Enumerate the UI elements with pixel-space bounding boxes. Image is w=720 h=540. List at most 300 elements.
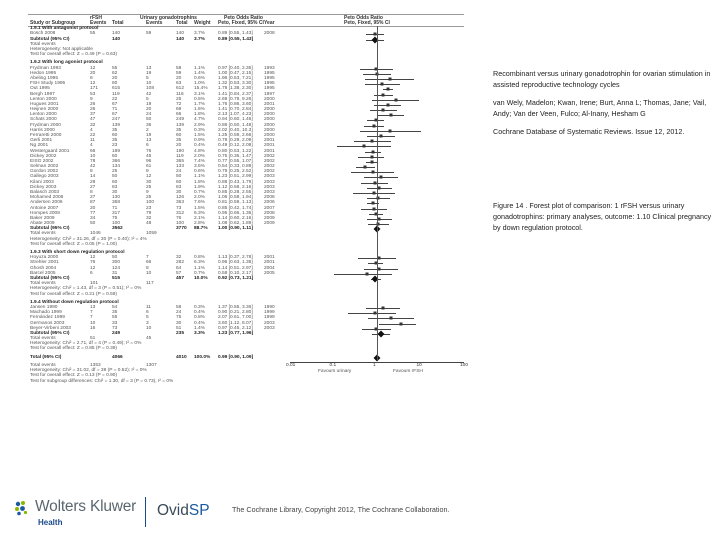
study-estimate-square bbox=[381, 83, 384, 86]
study-odds-ratio: 1.08 [0.62, 1.89] bbox=[218, 221, 253, 227]
study-odds-ratio: 0.78 [0.29, 2.09] bbox=[218, 138, 253, 144]
total-urinary: 249 bbox=[176, 117, 185, 123]
study-weight: 6.3% bbox=[194, 260, 205, 266]
study-odds-ratio: 0.85 [0.42, 1.74] bbox=[218, 205, 253, 211]
study-estimate-square bbox=[372, 202, 375, 205]
study-estimate-square bbox=[381, 306, 384, 309]
study-odds-ratio: 0.86 [0.50, 1.48] bbox=[218, 122, 253, 128]
subgroup-title: 1.9.4 Without down regulation protocol bbox=[30, 299, 119, 305]
study-year: 1993 bbox=[264, 65, 275, 71]
footer-separator bbox=[145, 497, 146, 527]
study-odds-ratio: 2.13 [1.07, 4.23] bbox=[218, 112, 253, 118]
events-rfsh: 13 bbox=[90, 304, 96, 310]
total-rfsh: 247 bbox=[112, 117, 121, 123]
study-estimate-square bbox=[388, 78, 391, 81]
x-axis bbox=[290, 362, 464, 363]
total-rfsh: 60 bbox=[112, 153, 118, 159]
study-odds-ratio: 1.23 [0.51, 2.99] bbox=[218, 174, 253, 180]
events-rfsh: 26 bbox=[90, 101, 96, 107]
study-name: Abeling 1995 bbox=[30, 76, 59, 82]
study-year: 2000 bbox=[264, 112, 275, 118]
study-estimate-square bbox=[382, 93, 385, 96]
col-header-urinary: Urinary gonadotrophins bbox=[140, 14, 197, 21]
events-urinary: 19 bbox=[146, 133, 152, 138]
col-header-total1: Total bbox=[112, 19, 124, 26]
subtotal-odds-ratio: 0.89 [0.55, 1.43] bbox=[218, 36, 254, 42]
col-header-rfsh: rFSH bbox=[90, 14, 102, 21]
study-name: Hoyuza 2000 bbox=[30, 255, 59, 261]
subtotal-odds-ratio: 0.92 [0.73, 1.21] bbox=[218, 275, 254, 281]
study-odds-ratio: 0.77 [0.55, 1.07] bbox=[218, 158, 253, 164]
total-urinary: 363 bbox=[176, 200, 185, 206]
total-rfsh: 55 bbox=[112, 65, 118, 71]
forest-plot bbox=[28, 14, 469, 484]
citation-title: Recombinant versus urinary gonadotrophin for ovarian stimulation in assisted reproductive technology cycles bbox=[493, 69, 711, 89]
study-year: 1995 bbox=[264, 70, 275, 76]
study-name: Bosch 2008 bbox=[30, 31, 56, 37]
study-weight: 0.8% bbox=[194, 315, 205, 321]
col-header-total2: Total bbox=[176, 19, 188, 26]
events-urinary: 5 bbox=[146, 96, 149, 102]
total-urinary: 139 bbox=[176, 122, 185, 128]
events-urinary: 36 bbox=[146, 122, 152, 128]
study-weight: 2.1% bbox=[194, 215, 205, 221]
total-rfsh: 60 bbox=[112, 133, 118, 138]
total-events-rfsh: 101 bbox=[90, 281, 99, 287]
total-rfsh: 124 bbox=[112, 265, 121, 271]
study-estimate-square bbox=[371, 150, 374, 153]
ci-line bbox=[379, 324, 416, 325]
study-weight: 1.5% bbox=[194, 133, 205, 138]
total-urinary: 30 bbox=[176, 320, 182, 326]
study-odds-ratio: 0.85 [0.28, 2.55] bbox=[218, 189, 253, 195]
total-rfsh: 25 bbox=[112, 169, 118, 175]
total-urinary: 35 bbox=[176, 127, 182, 133]
axis-label-left: Favours urinary bbox=[318, 368, 352, 374]
study-weight: 0.7% bbox=[194, 189, 205, 195]
study-odds-ratio: 1.41 [0.70, 2.84] bbox=[218, 107, 253, 113]
events-rfsh: 12 bbox=[90, 81, 96, 87]
study-year: 2002 bbox=[264, 158, 275, 164]
total-rfsh: 23 bbox=[112, 143, 118, 149]
study-weight: 0.8% bbox=[194, 255, 205, 261]
study-name: Kilani 2003 bbox=[30, 179, 54, 185]
total-rfsh: 31 bbox=[112, 270, 118, 276]
total-events-label: Total events bbox=[30, 281, 56, 287]
col-header-ci-right: Peto, Fixed, 95% CI bbox=[344, 19, 390, 26]
study-name: Lenton 2000 bbox=[30, 112, 57, 118]
ovid-logo-main: Ovid bbox=[157, 502, 189, 519]
events-urinary: 12 bbox=[146, 174, 152, 180]
study-odds-ratio: 1.41 [0.84, 2.37] bbox=[218, 91, 253, 97]
axis-tick-label: 0.1 bbox=[329, 363, 337, 369]
study-estimate-square bbox=[389, 129, 392, 132]
subtotal-rfsh: 515 bbox=[112, 275, 121, 281]
wolters-kluwer-logo-icon bbox=[14, 500, 28, 516]
study-odds-ratio: 0.94 [0.60, 1.46] bbox=[218, 117, 253, 123]
study-year: 1999 bbox=[264, 310, 275, 316]
total-urinary: 60 bbox=[176, 179, 182, 185]
total-events-urinary: 45 bbox=[146, 336, 152, 342]
events-rfsh: 171 bbox=[90, 86, 99, 92]
subgroup-differences-test: Test for subgroup differences: Chi² = 1.30, df = 3 (P = 0.73), I² = 0% bbox=[30, 378, 174, 384]
study-estimate-square bbox=[400, 322, 403, 325]
study-year: 2009 bbox=[264, 221, 275, 227]
total-urinary: 365 bbox=[176, 158, 185, 164]
study-odds-ratio: 1.12 [0.58, 2.16] bbox=[218, 184, 253, 190]
events-urinary: 76 bbox=[146, 148, 152, 154]
study-weight: 4.8% bbox=[194, 148, 205, 154]
study-name: Selman 2002 bbox=[30, 164, 59, 170]
subgroup-title: 1.9.1 With antagonist protocol bbox=[30, 26, 99, 32]
study-name: Westergaard 2001 bbox=[30, 148, 70, 154]
total-rfsh: 140 bbox=[112, 31, 121, 37]
events-rfsh: 7 bbox=[90, 310, 93, 316]
events-rfsh: 47 bbox=[90, 117, 96, 123]
total-rfsh: 130 bbox=[112, 195, 121, 201]
total-weight: 100.0% bbox=[194, 354, 211, 360]
total-rfsh: 60 bbox=[112, 179, 118, 185]
col-header-year: Year bbox=[264, 19, 275, 26]
total-urinary: 59 bbox=[176, 70, 182, 76]
study-estimate-square bbox=[378, 267, 381, 270]
study-year: 2007 bbox=[264, 205, 275, 211]
events-urinary: 66 bbox=[146, 260, 152, 266]
total-odds-ratio: 0.99 [0.90, 1.09] bbox=[218, 354, 254, 360]
study-year: 2006 bbox=[264, 200, 275, 206]
events-rfsh: 20 bbox=[90, 70, 96, 76]
study-year: 1995 bbox=[264, 76, 275, 82]
study-name: Out 1995 bbox=[30, 86, 50, 92]
citation-source: Cochrane Database of Systematic Reviews. Issue 12, 2012. bbox=[493, 127, 685, 136]
events-rfsh: 87 bbox=[90, 200, 96, 206]
study-weight: 1.9% bbox=[194, 184, 205, 190]
study-weight: 0.9% bbox=[194, 138, 205, 144]
study-year: 1995 bbox=[264, 86, 275, 92]
total-rfsh: 189 bbox=[112, 148, 121, 154]
total-rfsh: 60 bbox=[112, 81, 118, 87]
study-year: 2008 bbox=[264, 31, 275, 37]
events-urinary: 11 bbox=[146, 304, 151, 310]
study-name: Harris 2000 bbox=[30, 127, 55, 133]
total-events-label: Total events bbox=[30, 41, 56, 47]
events-urinary: 10 bbox=[146, 325, 152, 331]
study-year: 1997 bbox=[264, 91, 275, 97]
events-rfsh: 42 bbox=[90, 164, 96, 170]
study-estimate-square bbox=[386, 103, 389, 106]
subtotal-rfsh: 140 bbox=[112, 36, 121, 42]
total-rfsh: 83 bbox=[112, 184, 118, 190]
study-name: Gallego 2003 bbox=[30, 174, 59, 180]
events-urinary: 8 bbox=[146, 265, 149, 271]
events-rfsh: 4 bbox=[90, 127, 93, 133]
total-rfsh: 67 bbox=[112, 101, 118, 107]
col-header-ci: Peto, Fixed, 95% CI bbox=[218, 19, 264, 26]
study-name: Fernández 1999 bbox=[30, 315, 65, 321]
events-urinary: 96 bbox=[146, 158, 152, 164]
total-urinary: 73 bbox=[176, 205, 182, 211]
subtotal-rfsh: 249 bbox=[112, 330, 121, 336]
events-rfsh: 7 bbox=[90, 315, 93, 321]
events-urinary: 10 bbox=[146, 270, 152, 276]
study-weight: 0.3% bbox=[194, 127, 205, 133]
study-weight: 1.0% bbox=[194, 81, 205, 87]
study-name: Heijnen 2000 bbox=[30, 107, 59, 113]
study-weight: 2.0% bbox=[194, 195, 205, 201]
total-urinary: 72 bbox=[176, 101, 182, 107]
study-weight: 1.6% bbox=[194, 107, 205, 113]
overall-effect-test: Test for overall effect: Z = 0.21 (P = 0.59) bbox=[30, 291, 118, 297]
study-weight: 7.4% bbox=[194, 158, 205, 164]
total-rfsh: 100 bbox=[112, 221, 121, 227]
study-estimate-square bbox=[390, 114, 393, 117]
total-rfsh: 300 bbox=[112, 260, 121, 266]
study-odds-ratio: 0.90 [0.21, 2.80] bbox=[218, 310, 253, 316]
study-year: 2001 bbox=[264, 260, 275, 266]
subtotal-label: Subtotal (95% CI) bbox=[30, 330, 70, 336]
study-weight: 4.7% bbox=[194, 117, 205, 123]
study-year: 2002 bbox=[264, 164, 275, 170]
study-weight: 1.5% bbox=[194, 205, 205, 211]
axis-label-right: Favours rFSH bbox=[393, 368, 423, 374]
study-odds-ratio: 0.75 [0.36, 1.47] bbox=[218, 153, 253, 159]
events-urinary: 45 bbox=[146, 153, 152, 159]
study-name: Machado 1999 bbox=[30, 310, 62, 316]
study-odds-ratio: 0.49 [0.12, 2.08] bbox=[218, 143, 253, 149]
events-rfsh: 8 bbox=[90, 76, 93, 82]
total-urinary: 126 bbox=[176, 195, 185, 201]
total-urinary: 30 bbox=[176, 189, 182, 195]
study-weight: 1.1% bbox=[194, 265, 205, 271]
subtotal-weight: 88.7% bbox=[194, 226, 208, 232]
study-name: Frydman 2000 bbox=[30, 122, 61, 128]
total-rfsh: 50 bbox=[112, 255, 118, 261]
events-rfsh: 4 bbox=[90, 143, 93, 149]
events-rfsh: 26 bbox=[90, 107, 96, 113]
total-rfsh: 33 bbox=[112, 320, 118, 326]
events-rfsh: 55 bbox=[90, 31, 96, 37]
study-name: Jansen 1990 bbox=[30, 304, 58, 310]
study-estimate-square bbox=[380, 135, 383, 138]
study-name: FSH Study 1995 bbox=[30, 81, 66, 87]
subtotal-odds-ratio: 1.23 [0.77, 1.96] bbox=[218, 330, 254, 336]
col-header-events1: Events bbox=[90, 19, 107, 26]
study-weight: 1.7% bbox=[194, 101, 205, 107]
total-urinary: 24 bbox=[176, 169, 182, 175]
subtotal-weight: 10.0% bbox=[194, 275, 208, 281]
study-year: 2000 bbox=[264, 133, 275, 138]
study-year: 2001 bbox=[264, 148, 275, 154]
events-urinary: 9 bbox=[146, 169, 149, 175]
ci-line bbox=[334, 274, 392, 275]
study-odds-ratio: 0.95 [0.66, 1.36] bbox=[218, 210, 253, 216]
total-events-label: Total events bbox=[30, 336, 56, 342]
events-urinary: 24 bbox=[146, 112, 152, 118]
total-urinary: 50 bbox=[176, 174, 182, 180]
total-rfsh: 139 bbox=[112, 122, 121, 128]
total-effect-test: Test for overall effect: Z = 0.13 (P = 0.90) bbox=[30, 373, 118, 379]
study-year: 2001 bbox=[264, 138, 275, 144]
total-urinary: 57 bbox=[176, 270, 182, 276]
study-estimate-square bbox=[378, 217, 381, 220]
study-estimate-square bbox=[364, 166, 367, 169]
total-rfsh: 35 bbox=[112, 127, 118, 133]
study-name: Bergh 1997 bbox=[30, 91, 55, 97]
events-urinary: 13 bbox=[146, 138, 152, 144]
study-weight: 2.9% bbox=[194, 122, 205, 128]
total-rfsh: 35 bbox=[112, 138, 118, 144]
study-name: Gordon 2002 bbox=[30, 169, 59, 175]
events-rfsh: 11 bbox=[90, 138, 95, 144]
study-name: Abate 2009 bbox=[30, 221, 55, 227]
events-urinary: 48 bbox=[146, 221, 152, 227]
study-name: Mohamed 2006 bbox=[30, 195, 64, 201]
study-weight: 0.4% bbox=[194, 143, 205, 149]
study-name: Balasch 2003 bbox=[30, 189, 60, 195]
study-name: Gerli 2001 bbox=[30, 138, 53, 144]
grand-total-events-urinary: 1307 bbox=[146, 363, 157, 368]
total-urinary: 4010 bbox=[176, 354, 187, 360]
total-label: Total (95% CI) bbox=[30, 354, 62, 360]
total-events-urinary: 1059 bbox=[146, 231, 157, 237]
total-heterogeneity: Heterogeneity: Chi² = 31.02, df = 38 (P = 0.52); I² = 0% bbox=[30, 368, 147, 374]
total-urinary: 190 bbox=[176, 148, 185, 154]
study-weight: 3.1% bbox=[194, 91, 205, 97]
study-year: 2000 bbox=[264, 96, 275, 102]
total-urinary: 20 bbox=[176, 76, 182, 82]
study-name: Baker 2009 bbox=[30, 215, 55, 221]
total-rfsh: 54 bbox=[112, 304, 118, 310]
study-name: Hugues 2001 bbox=[30, 101, 59, 107]
events-rfsh: 14 bbox=[90, 174, 96, 180]
study-weight: 1.4% bbox=[194, 325, 205, 331]
study-name: Ferraretti 2000 bbox=[30, 133, 62, 138]
study-estimate-square bbox=[372, 191, 375, 194]
study-odds-ratio: 1.06 [0.58, 1.94] bbox=[218, 195, 253, 201]
total-urinary: 83 bbox=[176, 184, 182, 190]
events-rfsh: 27 bbox=[90, 184, 96, 190]
study-year: 2008 bbox=[264, 210, 275, 216]
events-urinary: 6 bbox=[146, 310, 149, 316]
total-urinary: 119 bbox=[176, 153, 184, 159]
subtotal-urinary: 140 bbox=[176, 36, 185, 42]
total-events-rfsh: 1046 bbox=[90, 231, 101, 237]
total-rfsh: 119 bbox=[112, 91, 120, 97]
total-rfsh: 317 bbox=[112, 210, 121, 216]
study-estimate-square bbox=[373, 124, 376, 127]
subtotal-urinary: 3770 bbox=[176, 226, 187, 232]
heterogeneity: Heterogeneity: Chi² = 31.26, df = 30 (P = 0.40); I² = 4% bbox=[30, 236, 147, 242]
study-odds-ratio: 1.13 [0.37, 2.78] bbox=[218, 255, 253, 261]
events-urinary: 79 bbox=[146, 210, 152, 216]
study-weight: 3.5% bbox=[194, 164, 205, 170]
study-name: Strehler 2001 bbox=[30, 260, 59, 266]
total-rfsh: 50 bbox=[112, 174, 118, 180]
total-urinary: 51 bbox=[176, 325, 182, 331]
study-year: 2000 bbox=[264, 122, 275, 128]
events-urinary: 13 bbox=[146, 65, 152, 71]
total-urinary: 64 bbox=[176, 265, 182, 271]
events-rfsh: 76 bbox=[90, 260, 96, 266]
subgroup-title: 1.9.2 With long agonist protocol bbox=[30, 60, 103, 66]
total-urinary: 612 bbox=[176, 86, 185, 92]
total-urinary: 25 bbox=[176, 96, 182, 102]
total-rfsh: 67 bbox=[112, 112, 118, 118]
events-rfsh: 50 bbox=[90, 221, 96, 227]
total-events-label: Total events bbox=[30, 231, 56, 237]
study-estimate-square bbox=[379, 176, 382, 179]
study-year: 1990 bbox=[264, 304, 275, 310]
total-rfsh: 75 bbox=[112, 215, 118, 221]
study-weight: 1.1% bbox=[194, 174, 205, 180]
events-urinary: 7 bbox=[146, 255, 149, 261]
events-urinary: 100 bbox=[146, 200, 155, 206]
total-urinary: 76 bbox=[176, 215, 182, 221]
total-urinary: 32 bbox=[176, 255, 182, 261]
study-weight: 0.7% bbox=[194, 270, 205, 276]
study-weight: 1.4% bbox=[194, 70, 205, 76]
study-year: 2003 bbox=[264, 325, 275, 331]
study-weight: 2.0% bbox=[194, 153, 205, 159]
heterogeneity: Heterogeneity: Not applicable bbox=[30, 47, 93, 53]
ovid-sp-logo bbox=[157, 502, 210, 520]
study-estimate-square bbox=[370, 155, 373, 158]
events-urinary: 23 bbox=[146, 205, 152, 211]
total-urinary: 140 bbox=[176, 31, 185, 37]
figure-caption: Figure 14 . Forest plot of comparison: 1 rFSH versus urinary gonadotrophins: primary analyses, outcome: 1.10 Clinical pregnancy by down regulation protocol. bbox=[493, 201, 712, 232]
total-urinary: 69 bbox=[176, 107, 182, 113]
study-odds-ratio: 1.25 [0.59, 2.66] bbox=[218, 133, 253, 138]
total-rfsh: 366 bbox=[112, 158, 121, 164]
study-estimate-square bbox=[386, 88, 389, 91]
col-header-weight: Weight bbox=[194, 19, 211, 26]
heterogeneity: Heterogeneity: Chi² = 1.43, df = 3 (P = 0.51); I² = 0% bbox=[30, 286, 142, 292]
study-odds-ratio: 1.96 [0.53, 7.21] bbox=[218, 76, 253, 82]
study-name: Hedon 1995 bbox=[30, 70, 57, 76]
total-rfsh: 71 bbox=[112, 205, 118, 211]
total-events-rfsh: 51 bbox=[90, 336, 96, 342]
study-odds-ratio: 0.97 [0.45, 2.12] bbox=[218, 325, 253, 331]
events-rfsh: 20 bbox=[90, 205, 96, 211]
study-odds-ratio: 1.37 [0.55, 3.36] bbox=[218, 304, 253, 310]
study-odds-ratio: 0.54 [0.33, 0.89] bbox=[218, 164, 253, 170]
subtotal-rfsh: 3562 bbox=[112, 226, 123, 232]
total-rfsh: 71 bbox=[112, 107, 118, 113]
study-year: 2000 bbox=[264, 127, 275, 133]
heterogeneity: Heterogeneity: Chi² = 2.71, df = 4 (P = 0.49); I² = 0% bbox=[30, 341, 142, 347]
study-odds-ratio: 0.97 [0.40, 2.35] bbox=[218, 65, 253, 71]
subtotal-urinary: 457 bbox=[176, 275, 185, 281]
events-rfsh: 77 bbox=[90, 210, 96, 216]
study-weight: 7.6% bbox=[194, 200, 205, 206]
events-rfsh: 12 bbox=[90, 265, 96, 271]
study-weight: 3.7% bbox=[194, 31, 205, 37]
study-odds-ratio: 1.00 [0.47, 2.15] bbox=[218, 70, 253, 76]
study-name: Ng 2001 bbox=[30, 143, 49, 149]
study-weight: 1.8% bbox=[194, 112, 205, 118]
events-urinary: 108 bbox=[146, 86, 155, 92]
total-rfsh: 55 bbox=[112, 315, 118, 321]
study-year: 2001 bbox=[264, 143, 275, 149]
events-urinary: 25 bbox=[146, 184, 152, 190]
study-weight: 0.6% bbox=[194, 169, 205, 175]
study-odds-ratio: 2.69 [0.78, 9.26] bbox=[218, 96, 253, 102]
total-urinary: 100 bbox=[176, 221, 185, 227]
study-estimate-square bbox=[373, 181, 376, 184]
overall-effect-test: Test for overall effect: Z = 0.85 (P = 0.39) bbox=[30, 346, 118, 352]
study-year: 2005 bbox=[264, 270, 275, 276]
study-odds-ratio: 0.58 [0.10, 2.17] bbox=[218, 270, 253, 276]
